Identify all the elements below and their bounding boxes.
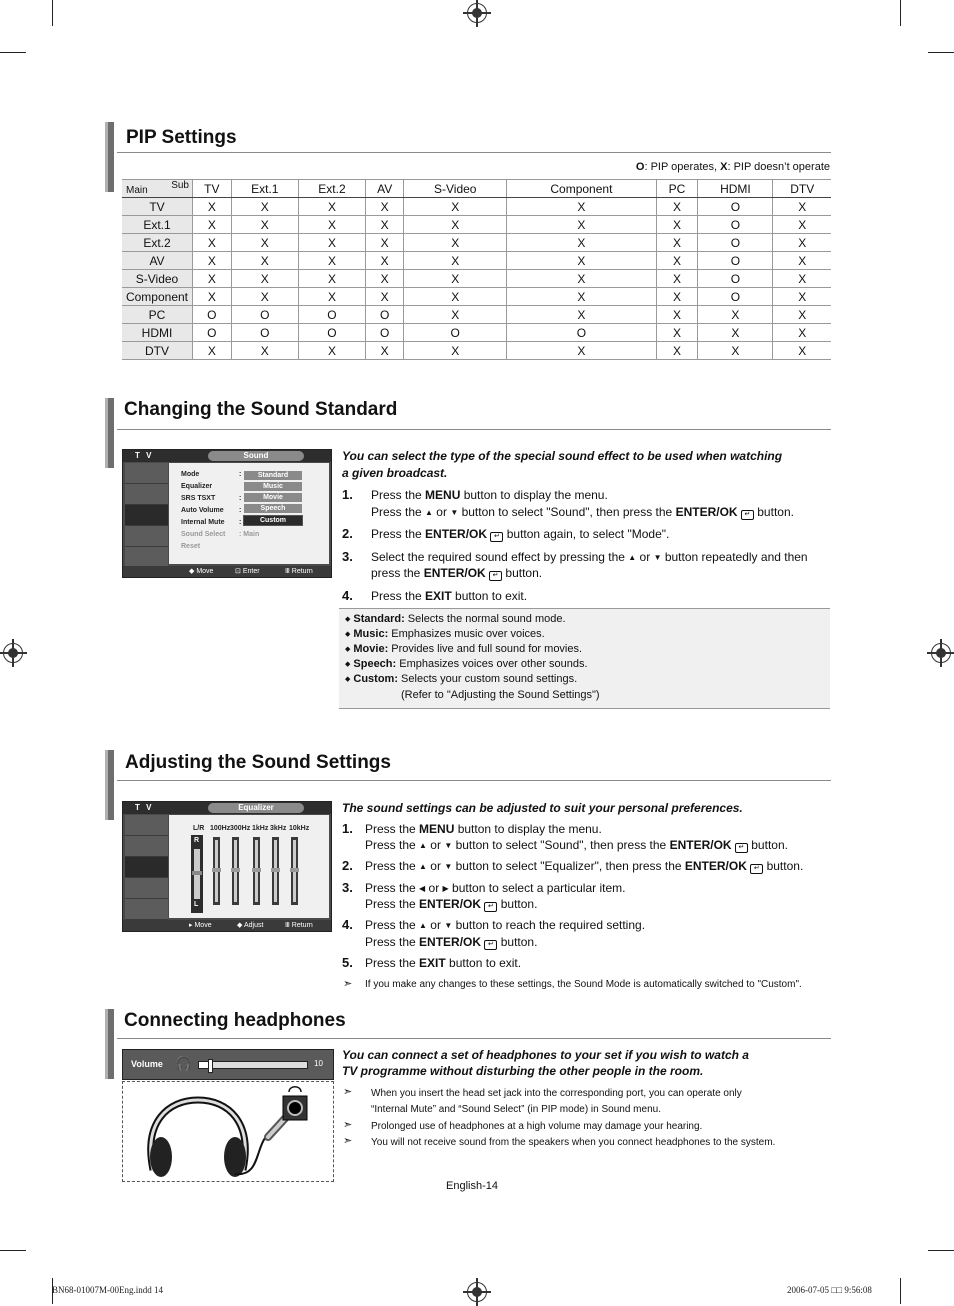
step-text: press the ENTER/OK ↵ button. [371, 566, 543, 580]
pip-cell: X [298, 270, 365, 288]
pip-table [122, 179, 831, 360]
menu-item-equalizer: Equalizer [181, 483, 213, 490]
enter-icon: ↵ [489, 571, 502, 581]
headphones-title: Connecting headphones [124, 1010, 346, 1031]
note-pointer-icon: ➣ [343, 1119, 353, 1131]
step-number: 3. [342, 549, 353, 564]
pip-cell: X [366, 252, 404, 270]
step-text: Press the ENTER/OK ↵ button again, to select "Mode". [371, 527, 670, 541]
step-text: Press the ▲ or ▼ button to reach the required setting. [365, 917, 645, 935]
sound-standard-intro-line2: a given broadcast. [342, 466, 448, 480]
equalizer-pane [169, 815, 329, 918]
step-number: 2. [342, 858, 353, 873]
table-row [122, 198, 831, 216]
pip-table-header [122, 180, 831, 198]
footer-move: Move [196, 568, 214, 575]
right-label: R [194, 837, 200, 844]
pip-cell: X [298, 216, 365, 234]
sound-standard-intro-line1: You can select the type of the special sound effect to be used when watching [342, 449, 783, 463]
pip-row-label: DTV [122, 342, 193, 360]
pip-cell: X [231, 198, 298, 216]
enter-icon: ↵ [735, 843, 748, 853]
pip-cell: X [773, 234, 831, 252]
enter-icon: ↵ [484, 902, 497, 912]
section-bar [105, 398, 114, 468]
diamond-bullet-icon: ◆ [345, 631, 351, 638]
table-row [122, 270, 831, 288]
option-custom: Custom [243, 515, 303, 526]
pip-cell: X [507, 270, 656, 288]
picture-icon [125, 463, 168, 484]
headphones-jack-icon [123, 1082, 333, 1181]
section-bar [105, 122, 114, 192]
pip-cell: X [366, 288, 404, 306]
pip-cell: O [193, 324, 232, 342]
step-text: Press the ENTER/OK ↵ button. [365, 897, 538, 911]
pip-row-label: TV [122, 198, 193, 216]
menu-item-sound-select: Sound Select [181, 531, 226, 538]
pip-cell: X [656, 198, 698, 216]
pip-cell: X [231, 342, 298, 360]
pip-cell: O [698, 288, 773, 306]
left-label: L [194, 901, 199, 908]
band-label: 10kHz [289, 825, 310, 832]
pip-cell: X [773, 252, 831, 270]
up-arrow-icon: ▲ [419, 862, 427, 871]
up-arrow-icon: ▲ [419, 841, 427, 850]
pip-column-header: TV [193, 180, 232, 198]
headphones-note: “Internal Mute” and “Sound Select” (in PIP mode) in Sound menu. [371, 1104, 661, 1115]
lr-balance-slider [191, 835, 203, 913]
pip-cell: O [298, 306, 365, 324]
pip-cell: X [231, 270, 298, 288]
menu-title: Sound [208, 451, 304, 461]
diamond-bullet-icon: ◆ [345, 661, 351, 668]
registration-mark-icon [467, 1282, 487, 1302]
band-label: 100Hz [210, 825, 231, 832]
pip-cell: X [507, 342, 656, 360]
registration-mark-icon [467, 3, 487, 23]
corner-sub-label: Sub [171, 180, 189, 191]
pip-cell: X [507, 198, 656, 216]
pip-cell: X [404, 342, 507, 360]
pip-cell: X [656, 270, 698, 288]
legend-x-text: : PIP doesn’t operate [727, 161, 830, 173]
pip-cell: X [366, 234, 404, 252]
equalizer-band-slider [232, 837, 239, 905]
pip-cell: O [366, 324, 404, 342]
section-bar [105, 750, 114, 820]
menu-item-srs: SRS TSXT [181, 495, 216, 502]
pip-corner-cell [122, 180, 193, 198]
down-arrow-icon: ▼ [444, 921, 453, 930]
pip-cell: X [656, 306, 698, 324]
pip-cell: X [366, 216, 404, 234]
headphones-note: Prolonged use of headphones at a high volume may damage your hearing. [371, 1121, 703, 1132]
menu-footer: ◆ Move ⊡ Enter Ⅲ Return [123, 566, 331, 577]
pip-row-label: Ext.2 [122, 234, 193, 252]
volume-track [198, 1061, 308, 1069]
pip-cell: X [656, 234, 698, 252]
pip-cell: X [773, 198, 831, 216]
pip-cell: X [507, 288, 656, 306]
pip-cell: X [656, 252, 698, 270]
headphones-note: You will not receive sound from the speakers when you connect headphones to the system. [371, 1137, 776, 1148]
headphones-intro-line2: TV programme without disturbing the other people in the room. [342, 1064, 704, 1078]
menu-colon: : [239, 507, 242, 514]
legend-x-key: X [720, 161, 728, 173]
note-pointer-icon: ➣ [343, 1086, 353, 1098]
pip-cell: O [698, 198, 773, 216]
menu-side-icons [125, 815, 168, 920]
pip-cell: X [773, 324, 831, 342]
menu-colon: : [239, 471, 242, 478]
pip-cell: O [298, 324, 365, 342]
registration-mark-icon [3, 643, 23, 663]
pip-cell: X [404, 234, 507, 252]
table-row [122, 252, 831, 270]
pip-cell: X [507, 252, 656, 270]
crop-mark [900, 1278, 901, 1304]
menu-sound-select-value: : Main [239, 531, 260, 538]
page-number: English-14 [446, 1180, 498, 1192]
pip-cell: X [507, 306, 656, 324]
refer-note: (Refer to "Adjusting the Sound Settings") [401, 689, 600, 701]
option-movie: Movie [244, 493, 302, 502]
down-arrow-icon: ▼ [444, 841, 453, 850]
menu-tv-label: T V [135, 803, 154, 812]
note-pointer-icon: ➣ [343, 978, 353, 990]
step-text: Press the ENTER/OK ↵ button. [365, 935, 538, 949]
setup-icon [125, 526, 168, 547]
step-text: Press the EXIT button to exit. [371, 589, 528, 603]
table-row [122, 306, 831, 324]
pip-cell: X [298, 342, 365, 360]
volume-osd [122, 1049, 334, 1080]
footer-return: Return [291, 568, 313, 575]
pip-cell: O [231, 324, 298, 342]
pip-cell: X [231, 252, 298, 270]
pip-cell: X [193, 342, 232, 360]
menu-item-mode: Mode [181, 471, 200, 478]
crop-mark [0, 1250, 26, 1251]
step-text: Press the MENU button to display the menu. [365, 822, 602, 836]
pip-cell: O [698, 216, 773, 234]
crop-mark [928, 52, 954, 53]
pip-cell: O [193, 306, 232, 324]
band-label: 3kHz [270, 825, 287, 832]
sound-settings-title: Adjusting the Sound Settings [125, 752, 391, 773]
pip-column-header: Ext.1 [231, 180, 298, 198]
section-rule [117, 780, 831, 781]
input-icon [125, 547, 168, 568]
channel-icon [125, 836, 168, 857]
pip-legend [560, 161, 830, 173]
down-arrow-icon: ▼ [653, 553, 662, 562]
menu-item-internal-mute: Internal Mute [181, 519, 225, 526]
equalizer-band-slider [272, 837, 279, 905]
mode-description: ◆ Movie: Provides live and full sound for movies. [345, 643, 583, 655]
equalizer-band-slider [213, 837, 220, 905]
pip-cell: X [656, 288, 698, 306]
pip-cell: O [366, 306, 404, 324]
footer-enter: Enter [242, 568, 260, 575]
sound-settings-note: If you make any changes to these settings, the Sound Mode is automatically switched to "Custom". [365, 979, 802, 990]
pip-cell: X [193, 198, 232, 216]
step-text: Press the MENU button to display the menu. [371, 488, 608, 502]
pip-column-header: AV [366, 180, 404, 198]
table-row [122, 216, 831, 234]
table-row [122, 342, 831, 360]
crop-mark [928, 1250, 954, 1251]
pip-cell: X [366, 342, 404, 360]
pip-cell: X [366, 270, 404, 288]
sound-icon [125, 505, 168, 526]
crop-mark [900, 0, 901, 26]
pip-cell: X [698, 324, 773, 342]
headphones-note: When you insert the head set jack into the corresponding port, you can operate only [371, 1088, 742, 1099]
pip-row-label: AV [122, 252, 193, 270]
diamond-bullet-icon: ◆ [345, 646, 351, 653]
mode-description: ◆ Music: Emphasizes music over voices. [345, 628, 545, 640]
headphones-icon: 🎧 [175, 1055, 193, 1071]
footer-move: Move [194, 922, 212, 929]
step-text: Press the ▲ or ▼ button to select "Equalizer", then press the ENTER/OK ↵ button. [365, 858, 803, 876]
step-number: 4. [342, 917, 353, 932]
pip-cell: X [231, 216, 298, 234]
step-number: 3. [342, 880, 353, 895]
setup-icon [125, 878, 168, 899]
diamond-bullet-icon: ◆ [345, 616, 351, 623]
input-icon [125, 899, 168, 920]
section-rule [117, 152, 831, 153]
enter-icon: ↵ [741, 510, 754, 520]
pip-cell: X [298, 288, 365, 306]
menu-tv-label: T V [135, 451, 154, 460]
pip-column-header: Component [507, 180, 656, 198]
up-arrow-icon: ▲ [628, 553, 637, 562]
step-number: 2. [342, 526, 353, 541]
pip-cell: O [404, 324, 507, 342]
pip-cell: X [656, 216, 698, 234]
pip-cell: X [773, 216, 831, 234]
pip-cell: X [298, 252, 365, 270]
pip-cell: X [656, 342, 698, 360]
pip-column-header: Ext.2 [298, 180, 365, 198]
table-row [122, 234, 831, 252]
section-rule [117, 1038, 831, 1039]
step-text: Press the ▲ or ▼ button to select "Sound", then press the ENTER/OK ↵ button. [371, 504, 794, 522]
pip-cell: X [404, 216, 507, 234]
pip-cell: O [698, 234, 773, 252]
option-music: Music [244, 482, 302, 491]
menu-side-icons [125, 463, 168, 568]
sound-icon [125, 857, 168, 878]
pip-cell: X [404, 306, 507, 324]
up-arrow-icon: ▲ [419, 921, 427, 930]
step-text: Press the ◀ or ▶ button to select a particular item. [365, 880, 625, 898]
option-standard: Standard [244, 471, 302, 480]
pip-cell: X [404, 198, 507, 216]
headphones-intro-line1: You can connect a set of headphones to your set if you wish to watch a [342, 1048, 749, 1062]
sound-settings-intro: The sound settings can be adjusted to suit your personal preferences. [342, 801, 743, 815]
pip-cell: O [507, 324, 656, 342]
step-number: 1. [342, 487, 353, 502]
pip-cell: X [404, 252, 507, 270]
enter-icon: ↵ [484, 940, 497, 950]
registration-mark-icon [931, 643, 951, 663]
pip-cell: X [231, 288, 298, 306]
pip-cell: X [298, 234, 365, 252]
pip-cell: X [193, 234, 232, 252]
pip-cell: X [193, 270, 232, 288]
band-label: 1kHz [252, 825, 269, 832]
pip-cell: X [193, 288, 232, 306]
pip-cell: X [231, 234, 298, 252]
option-speech: Speech [244, 504, 302, 513]
pip-cell: X [656, 324, 698, 342]
volume-value: 10 [314, 1059, 323, 1068]
band-label: L/R [193, 825, 205, 832]
footer-adjust: Adjust [243, 922, 264, 929]
down-arrow-icon: ▼ [450, 508, 459, 517]
pip-cell: X [366, 198, 404, 216]
pip-column-header: PC [656, 180, 698, 198]
menu-item-reset: Reset [181, 543, 201, 550]
volume-label: Volume [131, 1059, 163, 1069]
step-number: 1. [342, 821, 353, 836]
table-row [122, 324, 831, 342]
menu-colon: : [239, 519, 242, 526]
up-arrow-icon: ▲ [425, 508, 433, 517]
note-pointer-icon: ➣ [343, 1135, 353, 1147]
pip-cell: O [698, 270, 773, 288]
pip-section-title: PIP Settings [126, 127, 237, 148]
mode-description: ◆ Custom: Selects your custom sound settings. [345, 673, 578, 685]
picture-icon [125, 815, 168, 836]
pip-cell: X [193, 216, 232, 234]
pip-row-label: S-Video [122, 270, 193, 288]
sound-menu-screenshot [122, 449, 332, 578]
pip-cell: X [404, 288, 507, 306]
band-label: 300Hz [230, 825, 251, 832]
pip-cell: X [298, 198, 365, 216]
crop-mark [0, 52, 26, 53]
equalizer-band-slider [253, 837, 260, 905]
pip-cell: X [193, 252, 232, 270]
corner-main-label: Main [126, 185, 148, 196]
sound-standard-title: Changing the Sound Standard [124, 399, 398, 420]
pip-row-label: Ext.1 [122, 216, 193, 234]
pip-cell: X [507, 234, 656, 252]
menu-footer: ▸ Move ◆ Adjust Ⅲ Return [123, 920, 331, 931]
headphones-illustration [122, 1081, 334, 1182]
right-arrow-icon: ▶ [442, 884, 449, 893]
sound-modes-box [339, 608, 830, 709]
left-arrow-icon: ◀ [419, 884, 426, 893]
footer-return: Return [291, 922, 313, 929]
pip-column-header: S-Video [404, 180, 507, 198]
menu-pane [169, 463, 329, 564]
pip-cell: X [773, 342, 831, 360]
channel-icon [125, 484, 168, 505]
step-text: Press the ▲ or ▼ button to select "Sound", then press the ENTER/OK ↵ button. [365, 837, 788, 855]
pip-row-label: HDMI [122, 324, 193, 342]
step-text: Press the EXIT button to exit. [365, 956, 522, 970]
step-number: 5. [342, 955, 353, 970]
print-footer-right: 2006-07-05 □□ 9:56:08 [787, 1285, 872, 1295]
menu-item-auto-volume: Auto Volume [181, 507, 224, 514]
print-footer-left: BN68-01007M-00Eng.indd 14 [52, 1285, 163, 1295]
pip-cell: X [404, 270, 507, 288]
table-row [122, 288, 831, 306]
menu-title: Equalizer [208, 803, 304, 813]
pip-row-label: PC [122, 306, 193, 324]
legend-o-text: : PIP operates, [644, 161, 721, 173]
pip-cell: O [231, 306, 298, 324]
pip-cell: X [698, 342, 773, 360]
equalizer-band-slider [291, 837, 298, 905]
section-bar [105, 1009, 114, 1079]
pip-cell: O [698, 252, 773, 270]
section-rule [117, 429, 831, 430]
pip-column-header: HDMI [698, 180, 773, 198]
mode-description: ◆ Standard: Selects the normal sound mode. [345, 613, 566, 625]
pip-cell: X [773, 306, 831, 324]
pip-cell: X [507, 216, 656, 234]
pip-row-label: Component [122, 288, 193, 306]
pip-cell: X [773, 288, 831, 306]
equalizer-menu-screenshot [122, 801, 332, 932]
pip-column-header: DTV [773, 180, 831, 198]
pip-cell: X [698, 306, 773, 324]
step-number: 4. [342, 588, 353, 603]
enter-icon: ↵ [750, 864, 763, 874]
down-arrow-icon: ▼ [444, 862, 453, 871]
step-text: Select the required sound effect by pressing the ▲ or ▼ button repeatedly and then [371, 549, 808, 567]
diamond-bullet-icon: ◆ [345, 676, 351, 683]
menu-colon: : [239, 495, 242, 502]
pip-cell: X [773, 270, 831, 288]
crop-mark [52, 0, 53, 26]
mode-description: ◆ Speech: Emphasizes voices over other sounds. [345, 658, 588, 670]
legend-o-key: O [635, 161, 645, 173]
enter-icon: ↵ [490, 532, 503, 542]
